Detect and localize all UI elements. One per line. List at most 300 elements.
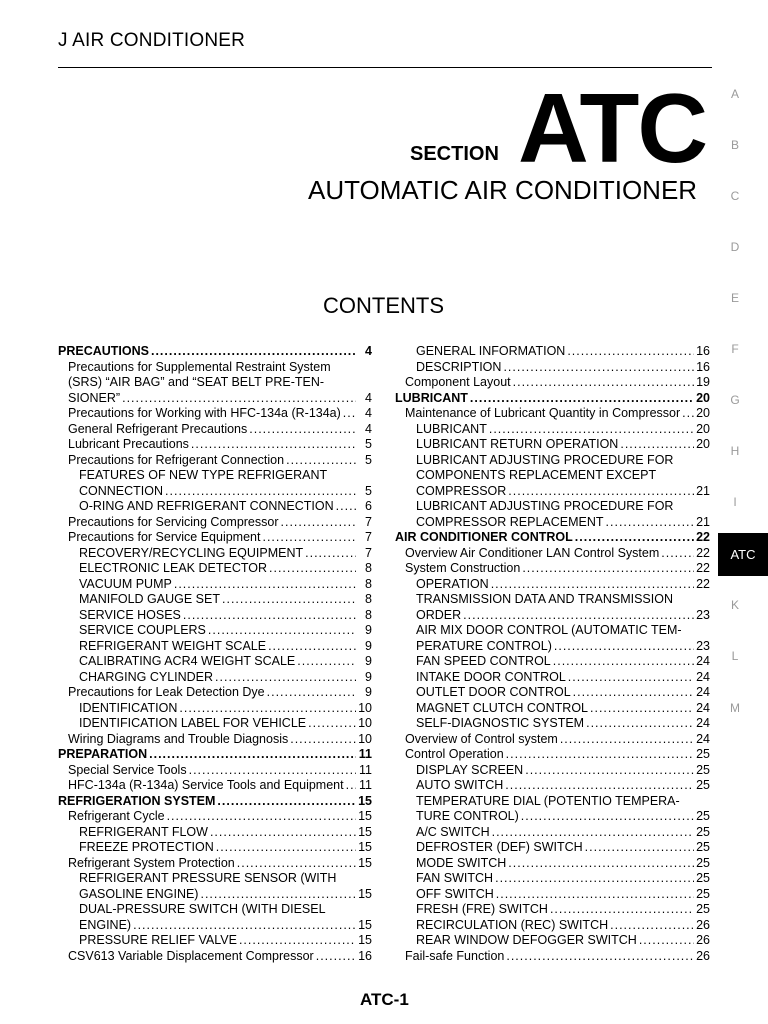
toc-entry-text: FEATURES OF NEW TYPE REFRIGERANT (79, 468, 328, 482)
toc-leader-dots (208, 623, 356, 639)
toc-entry[interactable] (58, 422, 372, 438)
toc-entry-text: REFRIGERANT FLOW (79, 824, 208, 839)
toc-entry[interactable] (58, 685, 372, 701)
toc-entry-text: INTAKE DOOR CONTROL (416, 669, 566, 684)
toc-leader-dots (567, 344, 694, 360)
toc-leader-dots (200, 887, 356, 903)
section-tab-atc[interactable]: ATC (718, 533, 768, 576)
toc-page-number: 10 (358, 716, 372, 730)
section-tab-f[interactable]: F (731, 342, 739, 356)
toc-leader-dots (237, 856, 356, 872)
toc-page-number: 26 (696, 933, 710, 947)
toc-entry-text: SIONER” (68, 390, 121, 405)
toc-entry[interactable] (58, 670, 372, 686)
section-label: SECTION (410, 143, 499, 165)
toc-entry-text: Maintenance of Lubricant Quantity in Compressor (405, 406, 681, 420)
toc-entry[interactable] (58, 933, 372, 949)
toc-entry[interactable] (395, 902, 710, 918)
toc-entry-text: MAGNET CLUTCH CONTROL (416, 700, 589, 715)
toc-entry-text: PRECAUTIONS (58, 344, 149, 358)
toc-entry-text: Precautions for Leak Detection Dye (68, 685, 265, 699)
section-index-tabs (722, 0, 768, 1024)
toc-entry[interactable] (395, 918, 710, 934)
toc-entry-text: GASOLINE ENGINE) (79, 886, 199, 901)
toc-page-number: 4 (365, 406, 372, 420)
toc-leader-dots (550, 902, 694, 918)
toc-entry[interactable] (58, 406, 372, 422)
toc-page-number: 15 (358, 933, 372, 947)
toc-leader-dots (149, 747, 356, 763)
section-tab-k[interactable]: K (730, 598, 739, 612)
toc-entry[interactable] (395, 577, 710, 593)
toc-entry-text: Component Layout (405, 375, 511, 389)
toc-leader-dots (560, 732, 694, 748)
toc-entry-text: Precautions for Supplemental Restraint System (68, 359, 331, 374)
toc-page-number: 11 (359, 778, 372, 792)
toc-entry[interactable] (58, 546, 372, 562)
toc-page-number: 15 (358, 793, 372, 808)
toc-entry[interactable] (395, 809, 710, 825)
toc-entry-text: COMPRESSOR REPLACEMENT (416, 514, 604, 529)
toc-page-number: 24 (696, 731, 710, 746)
toc-page-number: 16 (696, 344, 710, 358)
toc-leader-dots (661, 546, 694, 562)
toc-right-column (395, 344, 710, 964)
toc-page-number: 8 (365, 576, 372, 591)
toc-entry-text: ENGINE) (79, 917, 132, 932)
toc-leader-dots (522, 561, 694, 577)
toc-entry-text: TURE CONTROL) (416, 809, 519, 823)
toc-entry-text: System Construction (405, 561, 521, 575)
toc-entry[interactable] (395, 716, 710, 732)
toc-leader-dots (222, 592, 356, 608)
toc-page-number: 16 (358, 948, 372, 963)
toc-entry-text: LUBRICANT RETURN OPERATION (416, 437, 619, 451)
toc-entry[interactable] (58, 530, 372, 546)
section-tab-l[interactable]: L (731, 649, 739, 663)
contents-heading: CONTENTS (323, 293, 444, 318)
toc-leader-dots (506, 949, 694, 965)
toc-entry-text: O-RING AND REFRIGERANT CONNECTION (79, 499, 334, 513)
toc-page-number: 9 (365, 623, 372, 637)
toc-entry[interactable] (395, 670, 710, 686)
toc-leader-dots (249, 422, 356, 438)
toc-leader-dots (508, 484, 694, 500)
toc-entry-text: COMPRESSOR (416, 483, 507, 498)
toc-left-column (58, 344, 372, 964)
toc-leader-dots (267, 685, 356, 701)
toc-page-number: 5 (365, 437, 372, 451)
toc-entry[interactable] (395, 437, 710, 453)
toc-page-number: 22 (696, 561, 710, 575)
toc-entry-text: PREPARATION (58, 747, 148, 761)
toc-page-number: 25 (696, 886, 710, 901)
toc-leader-dots (489, 422, 694, 438)
toc-page-number: 25 (696, 824, 710, 839)
section-tab-b[interactable]: B (730, 138, 739, 152)
toc-page-number: 16 (696, 359, 710, 374)
toc-page-number: 25 (696, 840, 710, 854)
toc-entry[interactable] (58, 437, 372, 453)
toc-entry-text: Precautions for Working with HFC-134a (R-134a) (68, 406, 341, 420)
toc-leader-dots (521, 809, 694, 825)
toc-leader-dots (290, 732, 356, 748)
toc-entry[interactable] (58, 856, 372, 872)
toc-page-number: 21 (696, 514, 710, 529)
toc-entry[interactable] (58, 561, 372, 577)
toc-page-number: 6 (365, 499, 372, 513)
toc-entry[interactable] (395, 778, 710, 794)
toc-page-number: 8 (365, 561, 372, 575)
toc-page-number: 26 (696, 917, 710, 932)
toc-page-number: 25 (696, 809, 710, 823)
toc-page-number: 4 (365, 390, 372, 405)
toc-leader-dots (281, 515, 357, 531)
toc-entry-text: PERATURE CONTROL) (416, 638, 552, 653)
section-tab-g[interactable]: G (730, 393, 740, 407)
toc-page-number: 10 (358, 700, 372, 715)
toc-entry-text: OUTLET DOOR CONTROL (416, 685, 571, 699)
toc-leader-dots (508, 856, 694, 872)
toc-page-number: 9 (365, 685, 372, 699)
toc-leader-dots (268, 639, 356, 655)
toc-leader-dots (305, 546, 356, 562)
toc-leader-dots (568, 670, 694, 686)
toc-page-number: 24 (696, 654, 710, 668)
toc-page-number: 22 (696, 576, 710, 591)
toc-entry[interactable] (58, 887, 372, 903)
toc-page-number: 24 (696, 685, 710, 699)
toc-entry[interactable] (395, 608, 710, 624)
toc-page-number: 20 (696, 437, 710, 451)
toc-page-number: 5 (365, 452, 372, 467)
toc-page-number: 7 (365, 545, 372, 560)
toc-leader-dots (553, 654, 694, 670)
toc-entry-text: TEMPERATURE DIAL (POTENTIO TEMPERA- (416, 793, 680, 808)
toc-page-number: 15 (358, 840, 372, 854)
toc-entry[interactable] (58, 499, 372, 515)
toc-entry-text: Refrigerant Cycle (68, 809, 165, 823)
section-tab-a[interactable]: A (730, 87, 739, 101)
toc-entry-text: IDENTIFICATION (79, 700, 178, 715)
toc-leader-dots (297, 654, 356, 670)
toc-entry-text: SERVICE COUPLERS (79, 623, 206, 637)
toc-entry-text: CHARGING CYLINDER (79, 669, 214, 684)
toc-leader-dots (189, 763, 356, 779)
toc-leader-dots (639, 933, 694, 949)
toc-entry-text: MANIFOLD GAUGE SET (79, 592, 220, 606)
toc-leader-dots (336, 499, 356, 515)
toc-entry[interactable] (58, 608, 372, 624)
toc-leader-dots (216, 840, 356, 856)
toc-entry-text: (SRS) “AIR BAG” and “SEAT BELT PRE-TEN- (68, 375, 325, 389)
toc-page-number: 25 (696, 747, 710, 761)
section-tab-d[interactable]: D (730, 240, 740, 254)
toc-entry-text: OPERATION (416, 576, 489, 591)
toc-leader-dots (308, 716, 356, 732)
toc-entry[interactable] (395, 747, 710, 763)
toc-leader-dots (506, 747, 694, 763)
toc-entry[interactable] (395, 701, 710, 717)
toc-page-number: 15 (358, 824, 372, 839)
toc-leader-dots (210, 825, 356, 841)
toc-entry[interactable] (58, 949, 372, 965)
toc-entry-text: PRESSURE RELIEF VALVE (79, 933, 237, 947)
toc-leader-dots (165, 484, 356, 500)
toc-entry-text: CONNECTION (79, 483, 164, 498)
toc-page-number: 25 (696, 855, 710, 870)
toc-entry[interactable] (58, 794, 372, 810)
toc-entry[interactable] (395, 422, 710, 438)
toc-leader-dots (174, 577, 356, 593)
toc-entry-text: OFF SWITCH (416, 886, 494, 901)
toc-entry-text: DEFROSTER (DEF) SWITCH (416, 840, 583, 854)
toc-leader-dots (513, 375, 694, 391)
toc-leader-dots (215, 670, 356, 686)
toc-entry-text: GENERAL INFORMATION (416, 344, 566, 358)
toc-entry-text: Refrigerant System Protection (68, 855, 235, 870)
toc-entry-text: FAN SPEED CONTROL (416, 654, 551, 668)
toc-entry-text: Precautions for Service Equipment (68, 530, 261, 544)
toc-leader-dots (346, 778, 356, 794)
toc-entry[interactable] (395, 546, 710, 562)
toc-page-number: 8 (365, 592, 372, 606)
toc-entry[interactable] (395, 530, 710, 546)
toc-leader-dots (316, 949, 356, 965)
toc-entry[interactable] (58, 577, 372, 593)
toc-entry[interactable] (395, 515, 710, 531)
toc-entry-text: AUTO SWITCH (416, 778, 504, 792)
toc-entry[interactable] (58, 840, 372, 856)
toc-page-number: 7 (365, 514, 372, 529)
toc-entry[interactable] (58, 592, 372, 608)
toc-page-number: 22 (696, 545, 710, 560)
toc-entry[interactable] (395, 561, 710, 577)
toc-entry-text: Lubricant Precautions (68, 437, 189, 451)
toc-entry-text: RECIRCULATION (REC) SWITCH (416, 917, 609, 932)
toc-entry-text: REFRIGERATION SYSTEM (58, 793, 216, 808)
toc-leader-dots (496, 887, 694, 903)
toc-entry[interactable] (395, 391, 710, 407)
toc-entry-text: COMPONENTS REPLACEMENT EXCEPT (416, 468, 657, 482)
toc-entry-text: FREEZE PROTECTION (79, 840, 214, 854)
toc-page-number: 23 (696, 638, 710, 653)
toc-entry[interactable] (395, 360, 710, 376)
toc-entry[interactable] (58, 732, 372, 748)
toc-entry-text: ELECTRONIC LEAK DETECTOR (79, 561, 268, 575)
toc-page-number: 15 (358, 886, 372, 901)
toc-leader-dots (133, 918, 356, 934)
toc-entry[interactable] (58, 484, 372, 500)
toc-page-number: 15 (358, 917, 372, 932)
toc-entry-text: REAR WINDOW DEFOGGER SWITCH (416, 933, 637, 947)
toc-leader-dots (620, 437, 694, 453)
toc-entry-text: HFC-134a (R-134a) Service Tools and Equipment (68, 778, 344, 792)
toc-entry-text: REFRIGERANT PRESSURE SENSOR (WITH (79, 871, 337, 885)
toc-leader-dots (573, 685, 694, 701)
toc-entry[interactable] (58, 809, 372, 825)
toc-entry[interactable] (58, 515, 372, 531)
toc-leader-dots (343, 406, 356, 422)
toc-entry[interactable] (395, 949, 710, 965)
chapter-header: J AIR CONDITIONER (58, 30, 246, 51)
toc-page-number: 25 (696, 762, 710, 777)
toc-entry-text: SELF-DIAGNOSTIC SYSTEM (416, 716, 585, 730)
toc-entry-text: REFRIGERANT WEIGHT SCALE (79, 638, 267, 653)
toc-entry[interactable] (58, 391, 372, 407)
toc-entry-text: RECOVERY/RECYCLING EQUIPMENT (79, 545, 304, 560)
toc-entry-text: Precautions for Servicing Compressor (68, 514, 279, 529)
toc-entry[interactable] (58, 716, 372, 732)
toc-leader-dots (682, 406, 694, 422)
toc-page-number: 24 (696, 669, 710, 684)
toc-leader-dots (505, 778, 694, 794)
toc-entry[interactable] (395, 887, 710, 903)
toc-entry[interactable] (58, 453, 372, 469)
toc-page-number: 25 (696, 778, 710, 792)
toc-leader-dots (179, 701, 356, 717)
section-tab-h[interactable]: H (730, 444, 740, 458)
toc-leader-dots (492, 825, 694, 841)
toc-entry-text: TRANSMISSION DATA AND TRANSMISSION (416, 592, 673, 606)
toc-entry-text: CALIBRATING ACR4 WEIGHT SCALE (79, 654, 296, 668)
toc-leader-dots (122, 391, 356, 407)
toc-leader-dots (610, 918, 694, 934)
toc-entry[interactable] (395, 654, 710, 670)
toc-entry[interactable] (395, 933, 710, 949)
toc-leader-dots (585, 840, 694, 856)
toc-entry-text: Fail-safe Function (405, 948, 505, 963)
toc-entry[interactable] (58, 701, 372, 717)
toc-entry[interactable] (58, 825, 372, 841)
toc-page-number: 21 (696, 483, 710, 498)
toc-entry[interactable] (395, 732, 710, 748)
toc-entry-text: General Refrigerant Precautions (68, 421, 248, 436)
toc-page-number: 5 (365, 483, 372, 498)
toc-leader-dots (217, 794, 356, 810)
toc-page-number: 7 (365, 530, 372, 544)
toc-page-number: 11 (359, 762, 372, 777)
toc-leader-dots (586, 716, 694, 732)
toc-page-number: 8 (365, 607, 372, 622)
section-tab-i[interactable]: I (733, 495, 737, 509)
toc-page-number: 20 (696, 406, 710, 420)
toc-entry[interactable] (58, 778, 372, 794)
toc-page-number: 25 (696, 871, 710, 885)
toc-entry[interactable] (395, 825, 710, 841)
toc-page-number: 20 (696, 421, 710, 436)
toc-page-number: 4 (365, 421, 372, 436)
toc-page-number: 11 (358, 747, 372, 761)
toc-entry[interactable] (395, 406, 710, 422)
toc-entry-text: MODE SWITCH (416, 855, 507, 870)
toc-leader-dots (575, 530, 694, 546)
toc-leader-dots (269, 561, 356, 577)
toc-entry-text: Control Operation (405, 747, 504, 761)
toc-entry-text: FAN SWITCH (416, 871, 494, 885)
toc-entry-text: A/C SWITCH (416, 824, 490, 839)
header-divider (58, 67, 712, 68)
toc-entry[interactable] (395, 840, 710, 856)
toc-page-number: 9 (365, 638, 372, 653)
toc-entry-text: AIR MIX DOOR CONTROL (AUTOMATIC TEM- (416, 623, 682, 637)
toc-page-number: 15 (358, 809, 372, 823)
section-tab-m[interactable]: M (730, 701, 740, 715)
toc-page-number: 22 (696, 530, 710, 544)
toc-entry[interactable] (395, 763, 710, 779)
toc-leader-dots (590, 701, 694, 717)
toc-entry[interactable] (395, 685, 710, 701)
toc-entry[interactable] (58, 639, 372, 655)
toc-leader-dots (503, 360, 694, 376)
toc-entry-text: Precautions for Refrigerant Connection (68, 452, 285, 467)
section-tab-e[interactable]: E (730, 291, 739, 305)
toc-entry-text: LUBRICANT (395, 390, 468, 405)
toc-entry-text: FRESH (FRE) SWITCH (416, 902, 548, 916)
toc-entry[interactable] (58, 654, 372, 670)
toc-entry-text: DISPLAY SCREEN (416, 762, 524, 777)
toc-entry[interactable] (395, 344, 710, 360)
toc-entry-text: LUBRICANT ADJUSTING PROCEDURE FOR (416, 499, 674, 513)
toc-leader-dots (262, 530, 356, 546)
toc-entry-text: ORDER (416, 607, 462, 622)
section-title: AUTOMATIC AIR CONDITIONER (308, 175, 698, 205)
toc-entry[interactable] (395, 856, 710, 872)
toc-entry[interactable] (395, 871, 710, 887)
toc-entry[interactable] (395, 639, 710, 655)
toc-entry-text: AIR CONDITIONER CONTROL (395, 530, 573, 544)
toc-page-number: 9 (365, 654, 372, 668)
toc-entry-text: LUBRICANT ADJUSTING PROCEDURE FOR (416, 452, 674, 467)
toc-leader-dots (606, 515, 694, 531)
toc-page-number: 9 (365, 669, 372, 684)
toc-leader-dots (191, 437, 356, 453)
toc-entry[interactable] (58, 623, 372, 639)
section-tab-c[interactable]: C (730, 189, 740, 203)
toc-page-number: 20 (696, 390, 710, 405)
toc-leader-dots (463, 608, 694, 624)
toc-entry[interactable] (58, 344, 372, 360)
toc-leader-dots (525, 763, 694, 779)
toc-entry[interactable] (395, 375, 710, 391)
toc-page-number: 15 (358, 855, 372, 870)
toc-entry[interactable] (58, 763, 372, 779)
toc-entry-text: Overview Air Conditioner LAN Control System (405, 545, 660, 560)
toc-entry[interactable] (395, 484, 710, 500)
toc-leader-dots (286, 453, 356, 469)
toc-entry-text: Special Service Tools (68, 762, 187, 777)
toc-page-number: 25 (696, 902, 710, 916)
toc-page-number: 23 (696, 607, 710, 622)
toc-entry-text: Overview of Control system (405, 731, 558, 746)
toc-leader-dots (470, 391, 694, 407)
toc-page-number: 24 (696, 716, 710, 730)
toc-entry[interactable] (58, 747, 372, 763)
toc-page-number: 10 (358, 731, 372, 746)
toc-leader-dots (495, 871, 694, 887)
toc-page-number: 26 (696, 948, 710, 963)
toc-leader-dots (491, 577, 694, 593)
toc-leader-dots (167, 809, 356, 825)
toc-entry-text: Wiring Diagrams and Trouble Diagnosis (68, 731, 289, 746)
toc-leader-dots (183, 608, 356, 624)
page-number: ATC-1 (360, 990, 409, 1009)
toc-entry-text: CSV613 Variable Displacement Compressor (68, 948, 314, 963)
toc-entry[interactable] (58, 918, 372, 934)
toc-entry-text: DESCRIPTION (416, 359, 502, 374)
toc-page-number: 24 (696, 700, 710, 715)
toc-entry-text: SERVICE HOSES (79, 607, 181, 622)
